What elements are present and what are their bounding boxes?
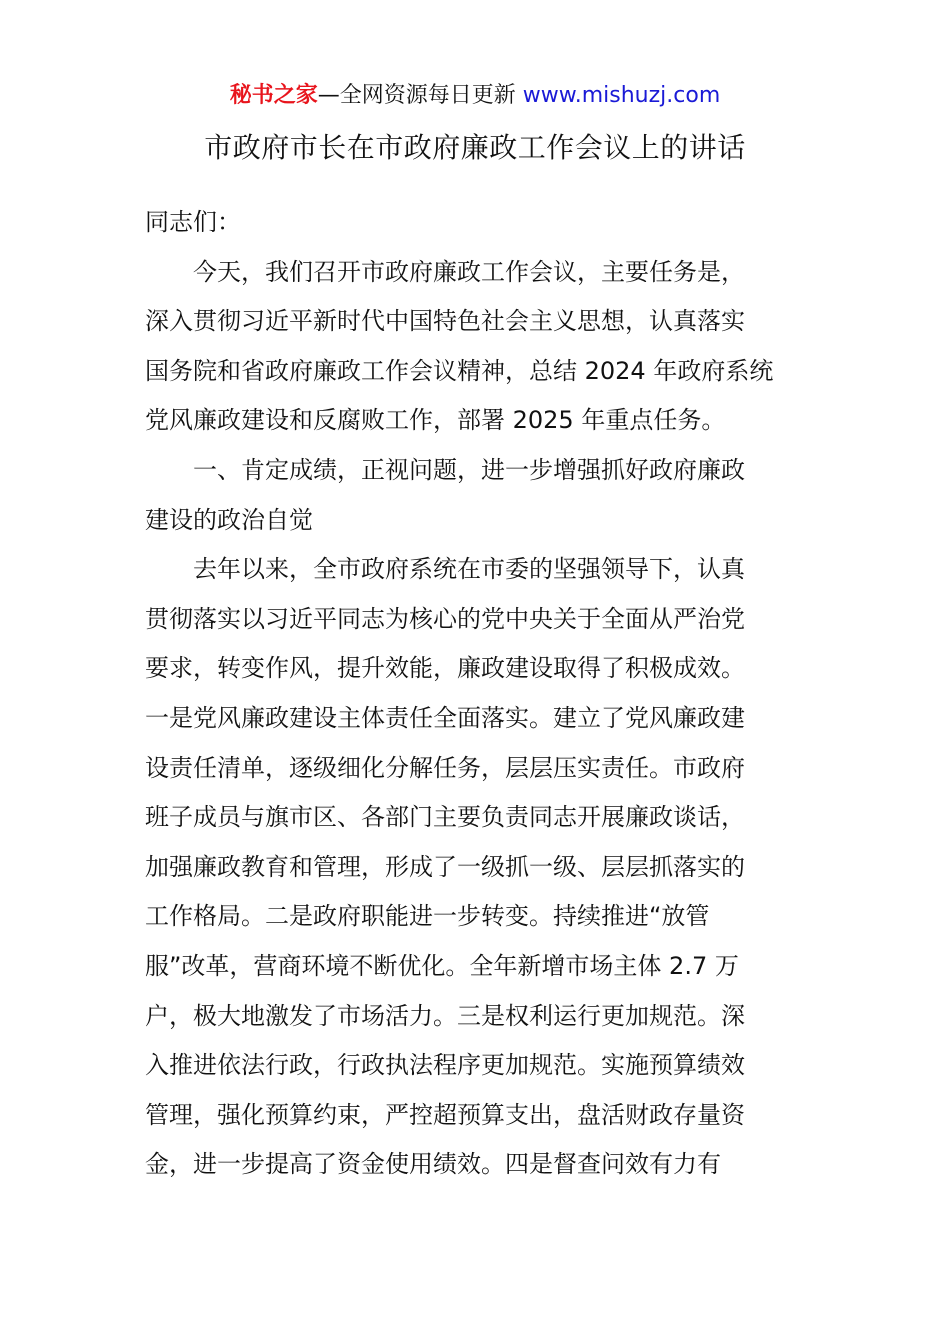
paragraph-line: 去年以来，全市政府系统在市委的坚强领导下，认真 [193, 555, 745, 584]
paragraph-line: 服”改革，营商环境不断优化。全年新增市场主体 2.7 万 [145, 951, 739, 980]
section-heading-line: 建设的政治自觉 [145, 505, 313, 534]
paragraph-line: 今天，我们召开市政府廉政工作会议，主要任务是， [193, 257, 745, 286]
paragraph-line: 设责任清单，逐级细化分解任务，层层压实责任。市政府 [145, 753, 745, 782]
paragraph-line: 管理，强化预算约束，严控超预算支出，盘活财政存量资 [145, 1100, 745, 1129]
paragraph-line: 党风廉政建设和反腐败工作，部署 2025 年重点任务。 [145, 406, 726, 435]
paragraph-line: 要求，转变作风，提升效能，廉政建设取得了积极成效。 [145, 654, 745, 683]
paragraph-line: 户，极大地激发了市场活力。三是权利运行更加规范。深 [145, 1001, 745, 1030]
document-title: 市政府市长在市政府廉政工作会议上的讲话 [204, 131, 746, 164]
site-brand: 秘书之家 [229, 83, 318, 108]
paragraph-line: 国务院和省政府廉政工作会议精神，总结 2024 年政府系统 [145, 356, 774, 385]
site-url-link[interactable]: www.mishuzj.com [522, 83, 721, 108]
paragraph-line: 深入贯彻习近平新时代中国特色社会主义思想，认真落实 [145, 307, 745, 336]
paragraph-line: 工作格局。二是政府职能进一步转变。持续推进“放管 [145, 902, 710, 931]
paragraph-line: 入推进依法行政，行政执法程序更加规范。实施预算绩效 [145, 1051, 745, 1080]
paragraph-line: 一是党风廉政建设主体责任全面落实。建立了党风廉政建 [145, 703, 745, 732]
salutation-line: 同志们： [145, 208, 241, 236]
site-tagline: —全网资源每日更新 [317, 83, 523, 108]
paragraph-line: 贯彻落实以习近平同志为核心的党中央关于全面从严治党 [145, 604, 745, 633]
paragraph-line: 金，进一步提高了资金使用绩效。四是督查问效有力有 [145, 1150, 721, 1179]
site-header [0, 80, 950, 112]
paragraph-line: 加强廉政教育和管理，形成了一级抓一级、层层抓落实的 [145, 852, 745, 881]
document-body [145, 198, 815, 1190]
section-heading-line: 一、肯定成绩，正视问题，进一步增强抓好政府廉政 [193, 455, 745, 484]
paragraph-line: 班子成员与旗市区、各部门主要负责同志开展廉政谈话， [145, 803, 745, 832]
